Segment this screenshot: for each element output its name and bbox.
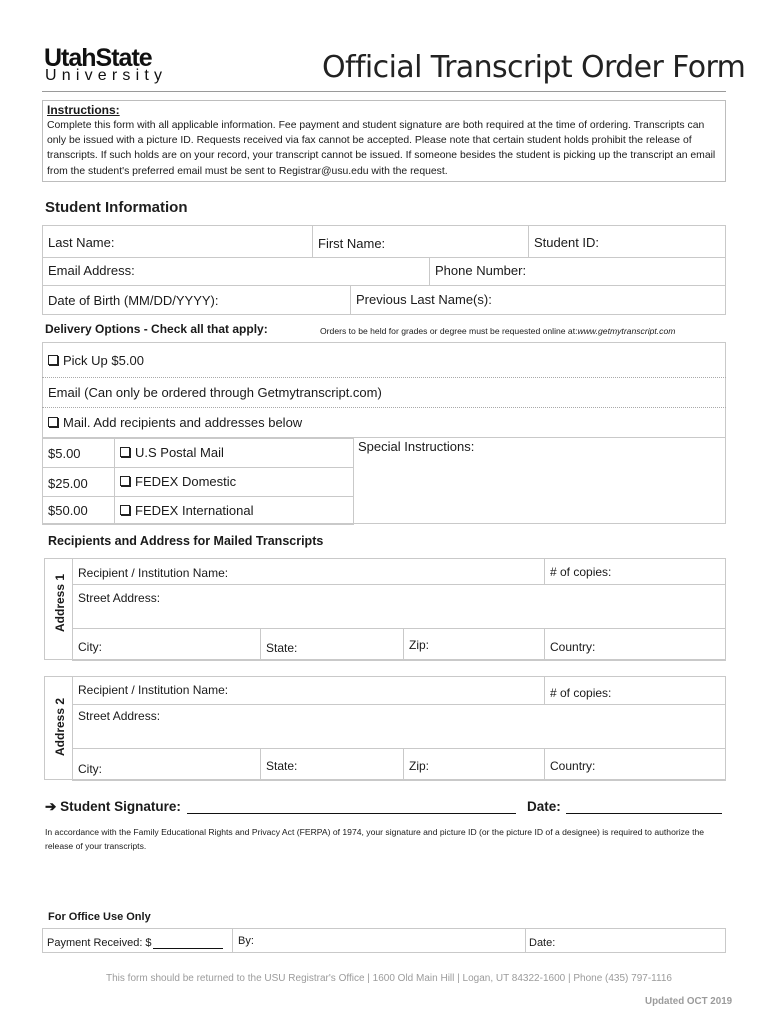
city-label: City:: [78, 762, 102, 776]
first-name-field[interactable]: [313, 226, 529, 258]
recipient-name-field[interactable]: [73, 677, 545, 705]
mail-price-cell: [43, 468, 115, 497]
email-option[interactable]: [42, 378, 726, 408]
country-label: Country:: [550, 759, 596, 773]
previous-last-name-label: Previous Last Name(s):: [356, 292, 492, 307]
mail-method-row[interactable]: [43, 439, 354, 468]
signature-date-label: Date:: [527, 799, 561, 814]
delivery-options-title: Delivery Options - Check all that apply:: [45, 322, 268, 336]
mail-method-row[interactable]: [43, 497, 354, 525]
fedex-international-checkbox[interactable]: [120, 505, 130, 515]
copies-field[interactable]: [545, 559, 726, 585]
email-address-field[interactable]: [43, 258, 430, 286]
recipients-title: Recipients and Address for Mailed Transcripts: [48, 534, 324, 548]
zip-field[interactable]: [404, 749, 545, 781]
country-field[interactable]: [545, 629, 726, 661]
student-id-label: Student ID:: [534, 235, 600, 250]
last-name-field[interactable]: [43, 226, 313, 258]
mail-price-cell: [43, 497, 115, 525]
getmytranscript-link[interactable]: www.getmytranscript.com: [577, 326, 676, 336]
street-address-label: Street Address:: [78, 709, 161, 723]
contact-table: [42, 257, 726, 286]
mail-method-row[interactable]: [43, 468, 354, 497]
pickup-checkbox[interactable]: [48, 355, 58, 365]
mail-method-cell: [115, 468, 354, 497]
page-title: Official Transcript Order Form: [322, 50, 746, 85]
mail-option-label: Mail. Add recipients and addresses below: [63, 415, 303, 430]
usps-checkbox[interactable]: [120, 447, 130, 457]
signature-date-line[interactable]: [566, 802, 722, 814]
mail-method-cell: [115, 439, 354, 468]
mail-option[interactable]: [42, 408, 726, 438]
office-divider: [525, 928, 526, 953]
copies-label: # of copies:: [550, 686, 612, 700]
zip-field[interactable]: [404, 629, 545, 661]
mail-price-cell: [43, 439, 115, 468]
city-field[interactable]: [73, 749, 261, 781]
instructions-text: Complete this form with all applicable information. Fee payment and student signature are both required at the time of ordering. Transcripts can only be issued with a picture ID. Requests received via fax cannot be accepted. Please note that certain student holds prohibit the release of transcripts. If such holds are on your record, your transcript cannot be issued. If someone besides the student is picking up the transcript an email from the student's preferred email must be sent to Registrar@usu.edu with the request.: [47, 120, 716, 177]
student-id-field[interactable]: [529, 226, 726, 258]
footer-address: This form should be returned to the USU Registrar's Office | 1600 Old Main Hill | Logan, UT 84322-1600 | Phone (435) 797-1116: [106, 973, 672, 984]
dob-field[interactable]: [43, 286, 351, 315]
updated-date: Updated OCT 2019: [645, 996, 733, 1007]
mail-method-cell: [115, 497, 354, 525]
arrow-icon: ➔: [45, 799, 57, 814]
previous-last-name-field[interactable]: [351, 286, 726, 315]
mail-method-table: [42, 438, 354, 525]
delivery-note: [320, 326, 675, 336]
office-use-title: For Office Use Only: [48, 911, 151, 923]
state-field[interactable]: [261, 629, 404, 661]
student-info-title: Student Information: [45, 199, 188, 216]
mail-price: $25.00: [48, 476, 88, 491]
dob-label: Date of Birth (MM/DD/YYYY):: [48, 293, 219, 308]
state-field[interactable]: [261, 749, 404, 781]
special-instructions-label: Special Instructions:: [358, 439, 475, 454]
office-divider: [232, 928, 233, 953]
student-info-table: [42, 225, 726, 258]
state-label: State:: [266, 759, 298, 773]
mail-price: $5.00: [48, 446, 81, 461]
street-address-field[interactable]: [73, 585, 726, 629]
student-signature-line[interactable]: [187, 802, 516, 814]
instructions-box: [42, 100, 726, 182]
student-signature-label: Student Signature:: [60, 799, 181, 814]
copies-field[interactable]: [545, 677, 726, 705]
mail-method: U.S Postal Mail: [135, 445, 224, 460]
logo-subtitle: University: [45, 67, 168, 84]
recipient-name-label: Recipient / Institution Name:: [78, 683, 229, 697]
pickup-option[interactable]: [42, 342, 726, 378]
country-field[interactable]: [545, 749, 726, 781]
country-label: Country:: [550, 640, 596, 654]
office-by-label: By:: [238, 935, 254, 947]
copies-label: # of copies:: [550, 565, 612, 579]
city-label: City:: [78, 640, 102, 654]
address-1-table: [72, 558, 726, 661]
mail-price: $50.00: [48, 503, 88, 518]
address-2-label: Address 2: [53, 697, 67, 756]
state-label: State:: [266, 641, 298, 655]
mail-method: FEDEX International: [135, 503, 254, 518]
office-date-label: Date:: [529, 937, 556, 949]
signature-row: [45, 799, 181, 815]
street-address-field[interactable]: [73, 705, 726, 749]
phone-number-label: Phone Number:: [435, 263, 527, 278]
last-name-label: Last Name:: [48, 235, 115, 250]
email-address-label: Email Address:: [48, 263, 135, 278]
pickup-label: Pick Up $5.00: [63, 353, 144, 368]
zip-label: Zip:: [409, 638, 430, 652]
dob-table: [42, 285, 726, 315]
address-1-label: Address 1: [53, 573, 67, 632]
logo-wordmark: UtahState: [44, 44, 152, 72]
special-instructions-field[interactable]: [358, 438, 724, 522]
address-2-table: [72, 676, 726, 781]
ferpa-notice: In accordance with the Family Educational Rights and Privacy Act (FERPA) of 1974, your signature and picture ID (or the picture ID of a designee) is required to authorize the release of your transcripts.: [45, 827, 705, 851]
recipient-name-field[interactable]: [73, 559, 545, 585]
delivery-note-text: Orders to be held for grades or degree must be requested online at:: [320, 326, 578, 336]
mail-checkbox[interactable]: [48, 417, 58, 427]
mail-method: FEDEX Domestic: [135, 474, 237, 489]
payment-received-label: Payment Received: $: [47, 937, 152, 949]
instructions-heading: Instructions:: [47, 103, 120, 117]
title-divider: [42, 91, 726, 92]
email-option-label: Email (Can only be ordered through Getmytranscript.com): [48, 385, 382, 400]
phone-number-field[interactable]: [430, 258, 726, 286]
zip-label: Zip:: [409, 759, 430, 773]
recipient-name-label: Recipient / Institution Name:: [78, 566, 229, 580]
street-address-label: Street Address:: [78, 591, 161, 605]
fedex-domestic-checkbox[interactable]: [120, 476, 130, 486]
payment-amount-line[interactable]: [153, 936, 223, 949]
city-field[interactable]: [73, 629, 261, 661]
first-name-label: First Name:: [318, 236, 386, 251]
